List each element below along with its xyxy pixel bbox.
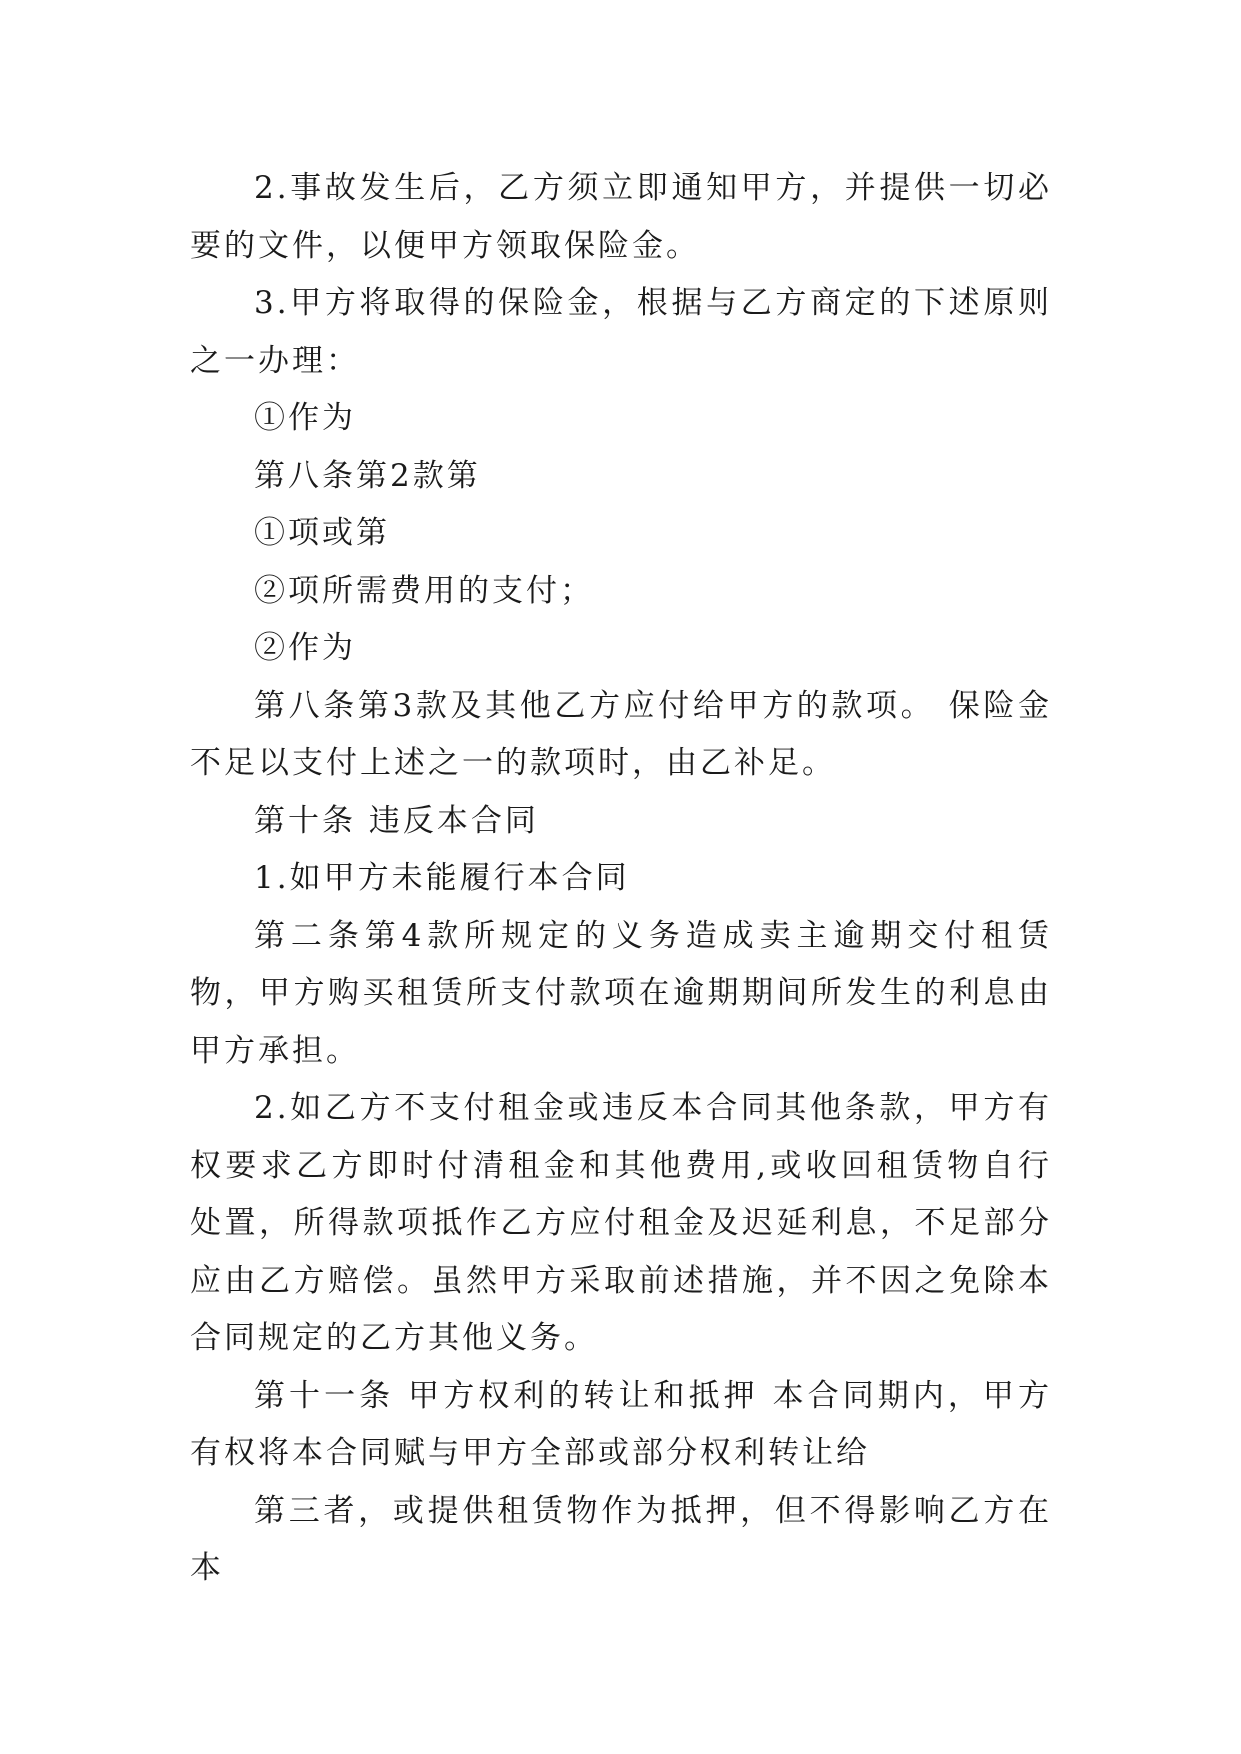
paragraph-article-2-clause-4: 第二条第4款所规定的义务造成卖主逾期交付租赁物，甲方购买租赁所支付款项在逾期期间所发生的利息由甲方承担。: [190, 917, 1052, 1069]
paragraph-item-1-or: ①项或第: [254, 515, 390, 551]
document-body: [190, 160, 1052, 1598]
paragraph-article-8-clause-3: 第八条第3款及其他乙方应付给甲方的款项。 保险金不足以支付上述之一的款项时，由乙补足。: [190, 687, 1052, 781]
paragraph-item-1-as: ①作为: [254, 400, 356, 436]
paragraph-item-2-expenses: ②项所需费用的支付；: [254, 572, 594, 609]
paragraph-accident-notice: 2.事故发生后，乙方须立即通知甲方，并提供一切必要的文件，以便甲方领取保险金。: [190, 170, 1052, 264]
heading-article-10: 第十条 违反本合同: [254, 802, 539, 839]
paragraph-article-8-clause-2: 第八条第2款第: [254, 457, 481, 494]
paragraph-third-party: 第三者，或提供租赁物作为抵押，但不得影响乙方在本: [190, 1492, 1052, 1586]
paragraph-item-2-as: ②作为: [254, 630, 356, 666]
paragraph-article-10-clause-2: 2.如乙方不支付租金或违反本合同其他条款，甲方有权要求乙方即时付清租金和其他费用,或收回租赁物自行处置，所得款项抵作乙方应付租金及迟延利息，不足部分应由乙方赔偿。虽然甲方采取前述措施，并不因之免除本合同规定的乙方其他义务。: [190, 1090, 1052, 1356]
paragraph-insurance-principles: 3.甲方将取得的保险金，根据与乙方商定的下述原则之一办理：: [190, 285, 1052, 379]
paragraph-article-11: 第十一条 甲方权利的转让和抵押 本合同期内，甲方有权将本合同赋与甲方全部或部分权利转让给: [190, 1377, 1052, 1471]
paragraph-article-10-clause-1: 1.如甲方未能履行本合同: [254, 860, 630, 896]
